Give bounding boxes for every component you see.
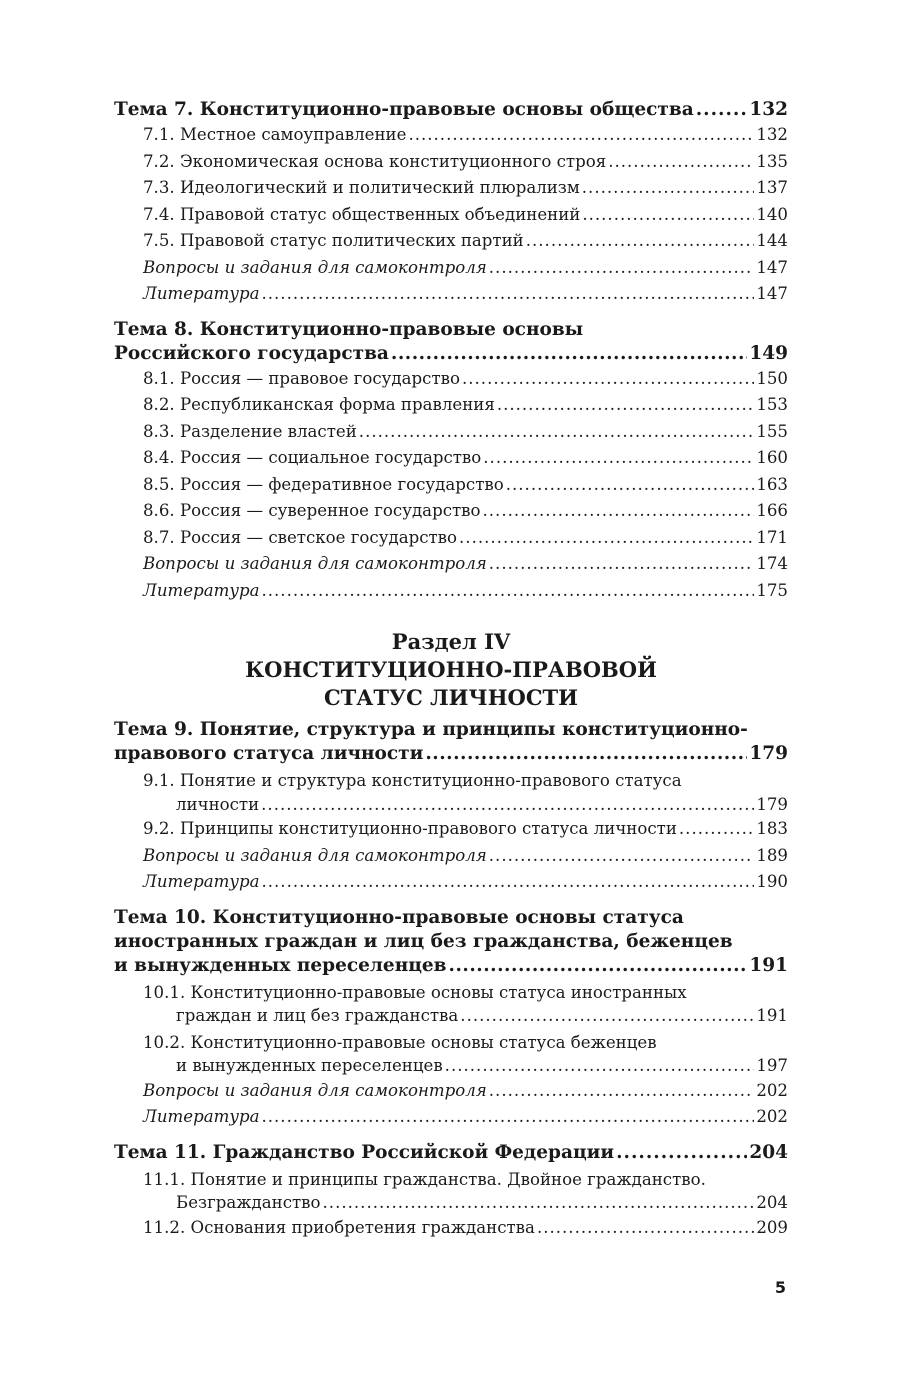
toc-item-page: 179 bbox=[756, 794, 788, 814]
topic-title-line: Тема 10. Конституционно-правовые основы статуса bbox=[114, 906, 684, 928]
toc-item-literature[interactable] bbox=[114, 281, 788, 308]
dot-leader bbox=[582, 175, 755, 202]
toc-item-label: 8.5. Россия — федеративное государство bbox=[143, 474, 504, 494]
section-title-line: КОНСТИТУЦИОННО-ПРАВОВОЙ bbox=[245, 657, 657, 682]
topic-page: 132 bbox=[749, 99, 788, 120]
toc-item-page: 209 bbox=[756, 1217, 788, 1237]
toc-item[interactable] bbox=[114, 228, 788, 255]
dot-leader bbox=[537, 1215, 754, 1242]
page-number: 5 bbox=[774, 1278, 786, 1297]
topic-title-line: правового статуса личности bbox=[114, 743, 424, 764]
topic-title: Тема 11. Гражданство Российской Федерации bbox=[114, 1141, 615, 1163]
toc-item[interactable] bbox=[114, 472, 788, 499]
toc-item-label: 9.1. Понятие и структура конституционно-правового статуса bbox=[143, 771, 682, 790]
toc-item-label-cont: и вынужденных переселенцев bbox=[176, 1056, 443, 1075]
toc-item-label-cont: граждан и лиц без гражданства bbox=[176, 1006, 459, 1025]
topic-page: 191 bbox=[749, 954, 788, 976]
toc-item-page: 171 bbox=[756, 527, 788, 547]
dot-leader bbox=[696, 98, 748, 122]
toc-item[interactable] bbox=[114, 525, 788, 552]
toc-item-page: 174 bbox=[756, 554, 788, 573]
dot-leader bbox=[391, 342, 747, 366]
topic-title: Тема 7. Конституционно-правовые основы общества bbox=[114, 99, 694, 120]
toc-item-page: 155 bbox=[756, 421, 788, 441]
toc-item[interactable] bbox=[114, 175, 788, 202]
dot-leader bbox=[462, 366, 754, 393]
dot-leader bbox=[483, 498, 755, 525]
toc-item-questions[interactable] bbox=[114, 551, 788, 578]
topic-11 bbox=[114, 1141, 788, 1242]
toc-item-label-cont: личности bbox=[176, 794, 260, 814]
toc-item[interactable] bbox=[114, 1031, 788, 1078]
toc-item-page: 163 bbox=[756, 474, 788, 494]
toc-item-page: 202 bbox=[756, 1107, 788, 1126]
topic-page: 149 bbox=[749, 342, 788, 364]
topic-heading[interactable] bbox=[114, 906, 788, 978]
toc-item-label-cont: Безгражданство bbox=[176, 1193, 321, 1212]
toc-item[interactable] bbox=[114, 419, 788, 446]
dot-leader bbox=[608, 149, 754, 176]
dot-leader bbox=[323, 1191, 755, 1215]
toc-item-label: 8.1. Россия — правовое государство bbox=[143, 368, 460, 388]
toc-item-literature[interactable] bbox=[114, 869, 788, 896]
dot-leader bbox=[506, 472, 755, 499]
toc-item-page: 150 bbox=[756, 368, 788, 388]
dot-leader bbox=[460, 1004, 754, 1028]
toc-item[interactable] bbox=[114, 392, 788, 419]
dot-leader bbox=[261, 1104, 754, 1131]
toc-item[interactable] bbox=[114, 816, 788, 843]
toc-item-page: 147 bbox=[756, 284, 788, 303]
toc-item-label: Литература bbox=[143, 284, 260, 303]
toc-item-label: Вопросы и задания для самоконтроля bbox=[143, 257, 487, 277]
toc-item-label: Литература bbox=[143, 1107, 260, 1126]
dot-leader bbox=[261, 578, 754, 605]
toc-item-label: 8.7. Россия — светское государство bbox=[143, 527, 458, 547]
toc-item[interactable] bbox=[114, 202, 788, 229]
topic-7 bbox=[114, 98, 788, 308]
toc-item-label: 10.2. Конституционно-правовые основы статуса беженцев bbox=[143, 1032, 657, 1052]
topic-title-line: иностранных граждан и лиц без гражданства, беженцев bbox=[114, 930, 733, 952]
dot-leader bbox=[408, 122, 754, 149]
dot-leader bbox=[359, 419, 755, 446]
toc-item[interactable] bbox=[114, 1168, 788, 1215]
dot-leader bbox=[459, 525, 754, 552]
dot-leader bbox=[489, 1078, 755, 1105]
toc-item-page: 183 bbox=[756, 819, 788, 838]
toc-item-label: Вопросы и задания для самоконтроля bbox=[143, 1080, 487, 1100]
toc-item-label: Литература bbox=[143, 872, 260, 891]
toc-item[interactable] bbox=[114, 149, 788, 176]
topic-page: 179 bbox=[749, 743, 788, 764]
toc-item-literature[interactable] bbox=[114, 1104, 788, 1131]
toc-item-page: 137 bbox=[756, 178, 788, 197]
topic-page: 204 bbox=[749, 1141, 788, 1163]
toc-item[interactable] bbox=[114, 445, 788, 472]
topic-heading[interactable] bbox=[114, 1141, 788, 1165]
toc-item-page: 204 bbox=[756, 1193, 788, 1212]
toc-item-label: Вопросы и задания для самоконтроля bbox=[143, 845, 487, 865]
toc-item-label: 7.4. Правовой статус общественных объединений bbox=[143, 204, 581, 224]
topic-8 bbox=[114, 318, 788, 605]
toc-item-label: 8.2. Республиканская форма правления bbox=[143, 395, 495, 414]
dot-leader bbox=[425, 742, 747, 766]
toc-item[interactable] bbox=[114, 981, 788, 1028]
section-heading bbox=[114, 628, 788, 712]
topic-heading[interactable] bbox=[114, 718, 788, 766]
toc-item-questions[interactable] bbox=[114, 1078, 788, 1105]
table-of-contents bbox=[114, 98, 788, 1241]
toc-item-literature[interactable] bbox=[114, 578, 788, 605]
dot-leader bbox=[582, 202, 754, 229]
toc-item-label: 8.3. Разделение властей bbox=[143, 421, 357, 441]
toc-item[interactable] bbox=[114, 769, 788, 816]
toc-item-label: 11.1. Понятие и принципы гражданства. Двойное гражданство. bbox=[143, 1169, 706, 1189]
toc-item-page: 132 bbox=[756, 125, 788, 144]
toc-item-label: 8.6. Россия — суверенное государство bbox=[143, 501, 481, 520]
topic-9 bbox=[114, 718, 788, 896]
toc-item-page: 153 bbox=[756, 395, 788, 414]
dot-leader bbox=[261, 281, 754, 308]
toc-item-label: Вопросы и задания для самоконтроля bbox=[143, 554, 487, 573]
dot-leader bbox=[497, 392, 755, 419]
toc-item-page: 197 bbox=[756, 1056, 788, 1075]
topic-title-line: Тема 9. Понятие, структура и принципы конституционно- bbox=[114, 719, 748, 740]
topic-heading[interactable] bbox=[114, 318, 788, 366]
toc-item[interactable] bbox=[114, 1215, 788, 1242]
toc-item-page: 166 bbox=[756, 501, 788, 520]
toc-item-page: 202 bbox=[756, 1080, 788, 1100]
toc-item-page: 140 bbox=[756, 204, 788, 224]
toc-item-label: Литература bbox=[143, 580, 260, 600]
toc-item-page: 191 bbox=[756, 1006, 788, 1025]
topic-title-line: и вынужденных переселенцев bbox=[114, 954, 447, 976]
toc-item-label: 7.3. Идеологический и политический плюрализм bbox=[143, 178, 580, 197]
dot-leader bbox=[526, 228, 755, 255]
dot-leader bbox=[489, 551, 755, 578]
toc-item-label: 8.4. Россия — социальное государство bbox=[143, 448, 482, 467]
toc-item-label: 9.2. Принципы конституционно-правового статуса личности bbox=[143, 819, 677, 838]
dot-leader bbox=[449, 954, 748, 978]
toc-item-label: 7.2. Экономическая основа конституционного строя bbox=[143, 151, 607, 171]
toc-item-page: 135 bbox=[756, 151, 788, 171]
dot-leader bbox=[489, 843, 755, 870]
toc-item-page: 147 bbox=[756, 257, 788, 277]
toc-item[interactable] bbox=[114, 366, 788, 393]
dot-leader bbox=[483, 445, 754, 472]
toc-item-questions[interactable] bbox=[114, 255, 788, 282]
dot-leader bbox=[261, 869, 754, 896]
toc-item[interactable] bbox=[114, 498, 788, 525]
toc-item-page: 189 bbox=[756, 845, 788, 865]
topic-10 bbox=[114, 906, 788, 1131]
toc-item-page: 160 bbox=[756, 448, 788, 467]
toc-item-label: 11.2. Основания приобретения гражданства bbox=[143, 1217, 535, 1237]
dot-leader bbox=[616, 1141, 747, 1165]
dot-leader bbox=[489, 255, 755, 282]
dot-leader bbox=[261, 793, 754, 817]
section-number: Раздел IV bbox=[391, 629, 511, 654]
toc-item-page: 144 bbox=[756, 231, 788, 250]
dot-leader bbox=[679, 816, 754, 843]
section-title-line: СТАТУС ЛИЧНОСТИ bbox=[323, 685, 579, 710]
toc-item-label: 7.5. Правовой статус политических партий bbox=[143, 231, 524, 250]
toc-item-label: 7.1. Местное самоуправление bbox=[143, 125, 407, 144]
topic-title-line: Российского государства bbox=[114, 342, 389, 364]
toc-item-questions[interactable] bbox=[114, 843, 788, 870]
toc-item-page: 175 bbox=[756, 580, 788, 600]
toc-item[interactable] bbox=[114, 122, 788, 149]
toc-item-label: 10.1. Конституционно-правовые основы статуса иностранных bbox=[143, 982, 687, 1002]
topic-title-line: Тема 8. Конституционно-правовые основы bbox=[114, 318, 584, 340]
dot-leader bbox=[445, 1054, 755, 1078]
toc-item-page: 190 bbox=[756, 872, 788, 891]
topic-heading[interactable] bbox=[114, 98, 788, 122]
